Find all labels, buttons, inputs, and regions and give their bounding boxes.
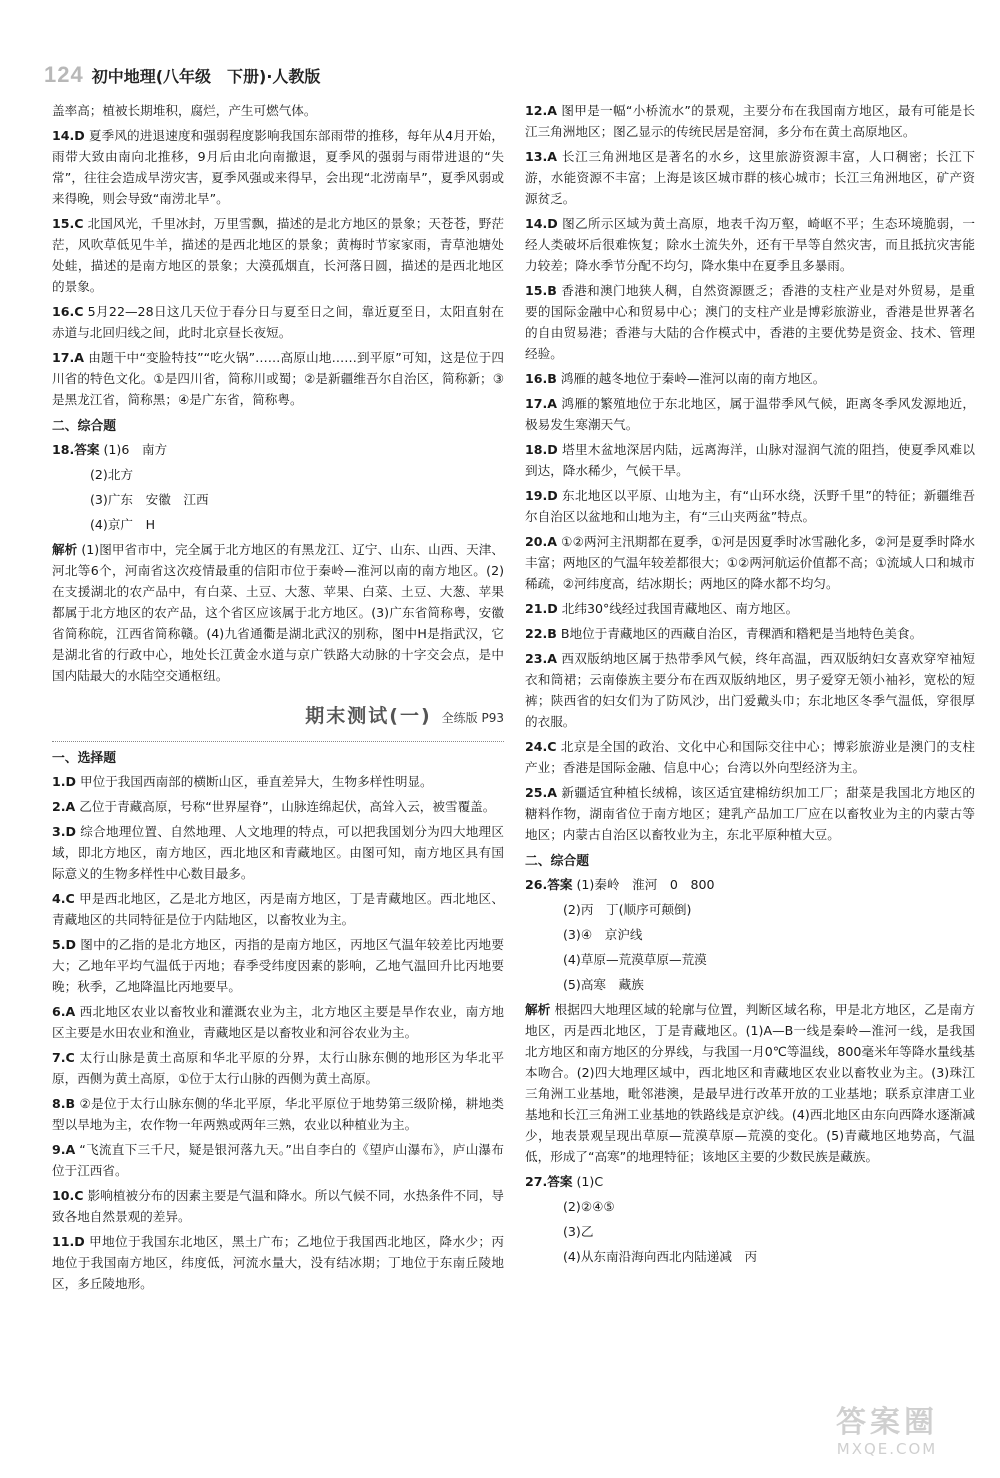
- answer-text: ①②两河主汛期都在夏季，①河是因夏季时冰雪融化多，②河是夏季时降水丰富；两地区的气温年较差都很大；①②两河航运价值都不高；①流域人口和城市稀疏，②河纬度高，结冰期长；两地区的降水都不均匀。: [525, 534, 975, 591]
- answer-item: [52, 796, 504, 817]
- section-heading-choice: 一、选择题: [52, 751, 116, 766]
- answer-item: [52, 213, 504, 297]
- question-number: 21.D: [525, 601, 558, 616]
- question-18: [52, 439, 504, 686]
- explanation-text: 根据四大地理区域的轮廓与位置，判断区域名称，甲是北方地区，乙是南方地区，丙是西北地区，丁是青藏地区。(1)A—B一线是秦岭—淮河一线，是我国北方地区和南方地区的分界线，与我国一月0℃等温线，800毫米年等降水量线基本吻合。(2)四大地理区域中，西北地区和青藏地区农业以畜牧业为主。(3)珠江三角洲工业基地，毗邻港澳，是最早进行改革开放的工业基地；联系京津唐工业基地和长江三角洲工业基地的铁路线是京沪线。(4)西北地区由东向西降水逐渐减少，地表景观呈现出草原—荒漠草原—荒漠的变化。(5)青藏地区地势高，气温低，形成了“高寒”的地理特征；该地区主要的少数民族是藏族。: [525, 1002, 976, 1164]
- question-number: 11.D: [52, 1234, 85, 1249]
- answer-text: 太行山脉是黄土高原和华北平原的分界，太行山脉东侧的地形区为华北平原，西侧为黄土高原，①位于太行山脉的西侧为黄土高原。: [52, 1050, 504, 1086]
- answer-line: (4)从东南沿海向西北内陆递减 丙: [563, 1249, 758, 1264]
- right-answers: [525, 100, 975, 845]
- answer-item: [525, 439, 975, 481]
- answer-item: [52, 934, 504, 997]
- answer-text: 图中的乙指的是北方地区，丙指的是南方地区，丙地区气温年较差比丙地要大；乙地年平均气温低于丙地；春季受纬度因素的影响，乙地气温回升比丙地要晚；秋季，乙地降温比丙地要早。: [52, 937, 504, 994]
- watermark-logo: [792, 1406, 982, 1464]
- question-number: 1.D: [52, 774, 77, 789]
- question-number: 25.A: [525, 785, 558, 800]
- answer-item: [525, 531, 975, 594]
- question-number: 9.A: [52, 1142, 76, 1157]
- exam-title: 期末测试(一): [305, 705, 432, 727]
- answer-line: (1)秦岭 淮河 0 800: [576, 877, 715, 892]
- answer-item: [52, 100, 504, 121]
- question-number: 12.A: [525, 103, 558, 118]
- answer-text: 北纬30°线经过我国青藏地区、南方地区。: [561, 601, 799, 616]
- answer-text: 鸿雁的越冬地位于秦岭—淮河以南的南方地区。: [560, 371, 826, 386]
- answer-text: 由题干中“变脸特技”“吃火锅”……高原山地……到平原”可知，这是位于四川省的特色文化。①是四川省，简称川或蜀；②是新疆维吾尔自治区，简称新；③是黑龙江省，简称黑；④是广东省，简称粤。: [52, 350, 504, 407]
- question-number: 14.D: [525, 216, 558, 231]
- answer-text: ②是位于太行山脉东侧的华北平原，华北平原位于地势第三级阶梯，耕地类型以旱地为主，农作物一年两熟或两年三熟，农业以种植业为主。: [52, 1096, 504, 1132]
- question-number: 17.A: [525, 396, 558, 411]
- question-number: 15.C: [52, 216, 84, 231]
- answer-item: [52, 1185, 504, 1227]
- question-number: 16.C: [52, 304, 84, 319]
- answer-item: [52, 1001, 504, 1043]
- answer-line: (5)高寒 藏族: [563, 977, 644, 992]
- question-number: 14.D: [52, 128, 85, 143]
- answer-text: 甲地位于我国东北地区，黑土广布；乙地位于我国西北地区，降水少；丙地位于我国南方地区，纬度低，河流水量大，没有结冰期；丁地位于东南丘陵地区，多丘陵地形。: [52, 1234, 504, 1291]
- answer-item: [52, 771, 504, 792]
- question-number: 18.答案: [52, 442, 100, 457]
- question-number: 10.C: [52, 1188, 84, 1203]
- answer-item: [52, 821, 504, 884]
- question-number: 22.B: [525, 626, 557, 641]
- question-number: 2.A: [52, 799, 76, 814]
- answer-text: 香港和澳门地狭人稠，自然资源匮乏；香港的支柱产业是对外贸易，是重要的国际金融中心和贸易中心；澳门的支柱产业是博彩旅游业，香港是世界著名的自由贸易港；香港与大陆的合作模式中，香港的主要优势是资金、技术、管理经验。: [525, 283, 975, 361]
- answer-text: 乙位于青藏高原，号称“世界屋脊”，山脉连绵起伏，高耸入云，被雪覆盖。: [79, 799, 496, 814]
- answer-line: (3)乙: [563, 1224, 594, 1239]
- question-number: 8.B: [52, 1096, 76, 1111]
- answer-line: (2)②④⑤: [563, 1199, 615, 1214]
- answer-item: [525, 485, 975, 527]
- question-number: 26.答案: [525, 877, 573, 892]
- question-number: 7.C: [52, 1050, 75, 1065]
- answer-text: 北京是全国的政治、文化中心和国际交往中心；博彩旅游业是澳门的支柱产业；香港是国际金融、信息中心；台湾以外向型经济为主。: [525, 739, 975, 775]
- answer-item: [525, 782, 975, 845]
- answer-line: (2)丙 丁(顺序可颠倒): [563, 902, 692, 917]
- answer-text: 甲是西北地区，乙是北方地区，丙是南方地区，丁是青藏地区。西北地区、青藏地区的共同特征是位于内陆地区，以畜牧业为主。: [52, 891, 504, 927]
- left-answers-top: [52, 100, 504, 410]
- answer-line: (3)④ 京沪线: [563, 927, 643, 942]
- section-heading-comprehensive-2: 二、综合题: [525, 854, 589, 869]
- answer-item: [525, 393, 975, 435]
- answer-text: 东北地区以平原、山地为主，有“山环水绕，沃野千里”的特征；新疆维吾尔自治区以盆地和山地为主，有“三山夹两盆”特点。: [525, 488, 975, 524]
- question-number: 18.D: [525, 442, 558, 457]
- answer-text: 西北地区农业以畜牧业和灌溉农业为主，北方地区主要是旱作农业，南方地区主要是水田农业和渔业，青藏地区是以畜牧业和河谷农业为主。: [52, 1004, 504, 1040]
- answer-text: 图甲是一幅“小桥流水”的景观，主要分布在我国南方地区，最有可能是长江三角洲地区；图乙显示的传统民居是窑洞，多分布在黄土高原地区。: [525, 103, 975, 139]
- question-number: 16.B: [525, 371, 557, 386]
- answer-line: (1)C: [576, 1174, 604, 1189]
- explanation-text: (1)图甲省市中，完全属于北方地区的有黑龙江、辽宁、山东、山西、天津、河北等6个，河南省这次疫情最重的信阳市位于秦岭—淮河以南的南方地区。(2)在支援湖北的农产品中，有白菜、土豆、大葱、苹果、白菜、土豆、大葱、苹果都属于北方地区的农产品，这个省区应该属于北方地区。(3)广东省简称粤，安徽省简称皖，江西省简称赣。(4)九省通衢是湖北武汉的别称，图中H是指武汉，它是湖北省的行政中心，地处长江黄金水道与京广铁路大动脉的十字交会点，是中国内陆最大的水陆空交通枢纽。: [52, 542, 505, 683]
- question-number: 19.D: [525, 488, 558, 503]
- answer-text: 综合地理位置、自然地理、人文地理的特点，可以把我国划分为四大地理区域，即北方地区，南方地区，西北地区和青藏地区。由图可知，南方地区具有国际意义的生物多样性中心数目最多。: [52, 824, 504, 881]
- question-number: 4.C: [52, 891, 75, 906]
- explanation-label: 解析: [52, 542, 78, 557]
- answer-item: [525, 623, 975, 644]
- answer-item: [525, 368, 975, 389]
- question-26: [525, 874, 975, 1167]
- exam-reference: 全练版 P93: [441, 711, 504, 725]
- answer-text: 塔里木盆地深居内陆，远离海洋，山脉对湿润气流的阻挡，使夏季风难以到达，降水稀少，气候干旱。: [525, 442, 975, 478]
- answer-item: [525, 146, 975, 209]
- answer-item: [52, 347, 504, 410]
- answer-line: (2)北方: [90, 467, 134, 482]
- answer-item: [525, 598, 975, 619]
- answer-item: [525, 648, 975, 732]
- answer-text: “飞流直下三千尺，疑是银河落九天。”出自李白的《望庐山瀑布》，庐山瀑布位于江西省。: [52, 1142, 504, 1178]
- question-number: 23.A: [525, 651, 558, 666]
- answer-item: [52, 1231, 504, 1294]
- question-number: 3.D: [52, 824, 77, 839]
- question-27: [525, 1171, 975, 1267]
- answer-line: (3)广东 安徽 江西: [90, 492, 209, 507]
- answer-text: 夏季风的进退速度和强弱程度影响我国东部雨带的推移，每年从4月开始，雨带大致由南向北推移，9月后由北向南撤退，夏季风的强弱与雨带进退的“失常”，往往会造成旱涝灾害，夏季风强或来得早，会出现“北涝南旱”，夏季风弱或来得晚，则会导致“南涝北旱”。: [52, 128, 504, 206]
- question-number: 20.A: [525, 534, 558, 549]
- question-number: 27.答案: [525, 1174, 573, 1189]
- answer-text: 盖率高；植被长期堆积，腐烂，产生可燃气体。: [52, 103, 317, 118]
- answer-line: (4)草原—荒漠草原—荒漠: [563, 952, 707, 967]
- watermark-text: 答案圈: [836, 1405, 938, 1440]
- answer-item: [52, 1139, 504, 1181]
- question-number: 24.C: [525, 739, 557, 754]
- answer-text: 5月22—28日这几天位于春分日与夏至日之间，靠近夏至日，太阳直射在赤道与北回归线之间，此时北京昼长夜短。: [52, 304, 504, 340]
- answer-text: 西双版纳地区属于热带季风气候，终年高温，西双版纳妇女喜欢穿窄袖短衣和筒裙；云南傣族主要分布在西双版纳地区，男子爱穿无领小袖衫，宽松的短裤；陕西省的妇女们为了防风沙，出门爱戴头巾；东北地区冬季气温低，穿很厚的衣服。: [525, 651, 975, 729]
- answer-text: 影响植被分布的因素主要是气温和降水。所以气候不同，水热条件不同，导致各地自然景观的差异。: [52, 1188, 504, 1224]
- exam-title-bar: [52, 696, 504, 742]
- page-header: [44, 58, 320, 92]
- answer-text: 北国风光，千里冰封，万里雪飘，描述的是北方地区的景象；天苍苍，野茫茫，风吹草低见牛羊，描述的是西北地区的景象；黄梅时节家家雨，青草池塘处处蛙，描述的是南方地区的景象；大漠孤烟直，长河落日圆，描述的是西北地区的景象。: [52, 216, 504, 294]
- question-number: 6.A: [52, 1004, 76, 1019]
- question-number: 17.A: [52, 350, 85, 365]
- answer-item: [525, 280, 975, 364]
- answer-item: [525, 100, 975, 142]
- answer-text: 甲位于我国西南部的横断山区，垂直差异大，生物多样性明显。: [80, 774, 433, 789]
- answer-item: [52, 301, 504, 343]
- answer-item: [525, 213, 975, 276]
- left-answers-bottom: [52, 771, 504, 1294]
- watermark-url: MXQE.COM: [836, 1440, 938, 1458]
- answer-item: [52, 1093, 504, 1135]
- question-number: 15.B: [525, 283, 557, 298]
- explanation-label: 解析: [525, 1002, 551, 1017]
- answer-item: [52, 125, 504, 209]
- answer-line: (1)6 南方: [103, 442, 168, 457]
- right-column: [525, 100, 975, 1271]
- answer-text: 新疆适宜种植长绒棉，该区适宜建棉纺织加工厂；甜菜是我国北方地区的糖料作物，湖南省位于南方地区；建乳产品加工厂应在以畜牧业为主的内蒙古等地区；内蒙古自治区以畜牧业为主，东北平原种植大豆。: [525, 785, 975, 842]
- question-number: 5.D: [52, 937, 77, 952]
- answer-item: [52, 888, 504, 930]
- answer-text: 长江三角洲地区是著名的水乡，这里旅游资源丰富，人口稠密；长江下游，水能资源不丰富；上海是该区城市群的核心城市；长江三角洲地区，矿产资源贫乏。: [525, 149, 975, 206]
- book-title: 初中地理(八年级 下册)·人教版: [91, 66, 321, 86]
- answer-text: 鸿雁的繁殖地位于东北地区，属于温带季风气候，距离冬季风发源地近，极易发生寒潮天气。: [525, 396, 975, 432]
- section-heading-comprehensive: 二、综合题: [52, 419, 116, 434]
- answer-item: [525, 736, 975, 778]
- page-number: 124: [44, 62, 84, 87]
- left-column: [52, 100, 504, 1298]
- answer-item: [52, 1047, 504, 1089]
- answer-text: B地位于青藏地区的西藏自治区，青稞酒和糌粑是当地特色美食。: [560, 626, 923, 641]
- answer-line: (4)京广 H: [90, 517, 156, 532]
- question-number: 13.A: [525, 149, 558, 164]
- answer-text: 图乙所示区域为黄土高原，地表千沟万壑，崎岖不平；生态环境脆弱，一经人类破坏后很难恢复；除水土流失外，还有干旱等自然灾害，而且抵抗灾害能力较差；降水季节分配不均匀，降水集中在夏季且多暴雨。: [525, 216, 975, 273]
